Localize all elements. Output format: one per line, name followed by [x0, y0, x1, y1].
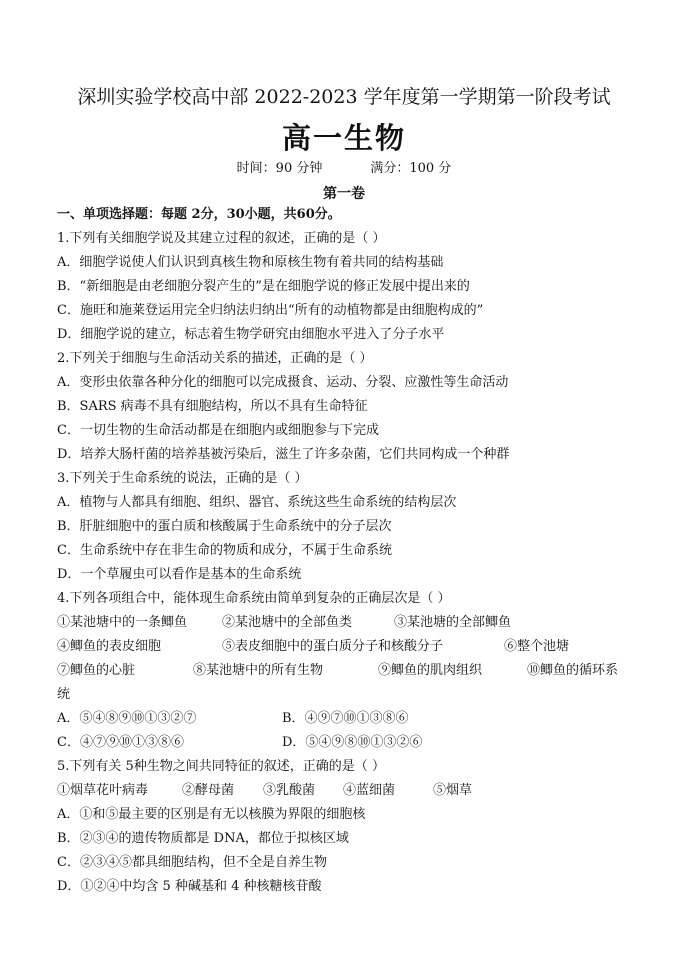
q1-option-c: C．施旺和施莱登运用完全归纳法归纳出“所有的动植物都是由细胞构成的” [57, 303, 484, 318]
time-limit: 时间：90 分钟 [236, 161, 323, 176]
q5-item-4: ④蓝细菌 [343, 783, 396, 798]
q1-option-a: A．细胞学说使人们认识到真核生物和原核生物有着共同的结构基础 [57, 255, 444, 270]
q5-option-b: B．②③④的遗传物质都是 DNA，都位于拟核区域 [57, 831, 349, 846]
exam-meta [0, 157, 688, 176]
q4-item-7: ⑦鲫鱼的心脏 [57, 663, 136, 678]
q5-stem: 5.下列有关 5种生物之间共同特征的叙述，正确的是（ ） [57, 759, 385, 774]
q4-item-9: ⑨鲫鱼的肌肉组织 [378, 663, 483, 678]
q3-option-d: D．一个草履虫可以看作是基本的生命系统 [57, 567, 302, 582]
q4-item-5: ⑤表皮细胞中的蛋白质分子和核酸分子 [222, 639, 444, 654]
section-heading: 一、单项选择题：每题 2分，30小题，共60分。 [57, 207, 341, 222]
q4-item-4: ④鲫鱼的表皮细胞 [57, 639, 162, 654]
q4-option-c: C．④⑦⑨⑩①③⑧⑥ [57, 735, 184, 750]
q2-option-c: C．一切生物的生命活动都是在细胞内或细胞参与下完成 [57, 423, 379, 438]
q5-item-2: ②酵母菌 [182, 783, 235, 798]
q3-stem: 3.下列关于生命系统的说法，正确的是（ ） [57, 471, 308, 486]
q3-option-a: A．植物与人都具有细胞、组织、器官、系统这些生命系统的结构层次 [57, 495, 457, 510]
exam-title: 深圳实验学校高中部 2022-2023 学年度第一学期第一阶段考试 [77, 86, 611, 108]
q5-item-5: ⑤烟草 [433, 783, 473, 798]
q2-stem: 2.下列关于细胞与生命活动关系的描述，正确的是（ ） [57, 351, 373, 366]
q2-option-a: A．变形虫依靠各种分化的细胞可以完成摄食、运动、分裂、应激性等生命活动 [57, 375, 509, 390]
q5-item-1: ①烟草花叶病毒 [57, 783, 149, 798]
q3-option-c: C．生命系统中存在非生命的物质和成分，不属于生命系统 [57, 543, 392, 558]
q4-item-6: ⑥整个池塘 [504, 639, 570, 654]
q4-item-8: ⑧某池塘中的所有生物 [193, 663, 324, 678]
q5-option-c: C．②③④⑤都具细胞结构，但不全是自养生物 [57, 855, 327, 870]
q4-item-10-cont: 统 [57, 687, 71, 702]
q4-item-10: ⑩鲫鱼的循环系 [527, 663, 619, 678]
q4-option-d: D．⑤④⑨⑧⑩①③②⑥ [282, 735, 423, 750]
q5-option-d: D．①②④中均含 5 种碱基和 4 种核糖核苷酸 [57, 879, 322, 894]
q2-option-d: D．培养大肠杆菌的培养基被污染后，滋生了许多杂菌，它们共同构成一个种群 [57, 447, 510, 462]
q4-item-1: ①某池塘中的一条鲫鱼 [57, 615, 188, 630]
q5-option-a: A．①和⑤最主要的区别是有无以核膜为界限的细胞核 [57, 807, 366, 822]
full-score: 满分：100 分 [370, 161, 452, 176]
q4-stem: 4.下列各项组合中，能体现生命系统由简单到复杂的正确层次是（ ） [57, 591, 451, 606]
q4-item-2: ②某池塘中的全部鱼类 [222, 615, 353, 630]
q1-stem: 1.下列有关细胞学说及其建立过程的叙述，正确的是（ ） [57, 231, 386, 246]
q2-option-b: B．SARS 病毒不具有细胞结构，所以不具有生命特征 [57, 399, 368, 414]
q5-item-3: ③乳酸菌 [263, 783, 316, 798]
part-heading: 第一卷 [323, 186, 365, 202]
q4-item-3: ③某池塘的全部鲫鱼 [394, 615, 512, 630]
subject-title: 高一生物 [281, 121, 406, 155]
q4-option-a: A．⑤④⑧⑨⑩①③②⑦ [57, 711, 197, 726]
q4-option-b: B．④⑨⑦⑩①③⑧⑥ [282, 711, 409, 726]
q1-option-b: B．“新细胞是由老细胞分裂产生的”是在细胞学说的修正发展中提出来的 [57, 279, 470, 294]
q1-option-d: D．细胞学说的建立，标志着生物学研究由细胞水平进入了分子水平 [57, 327, 445, 342]
q3-option-b: B．肝脏细胞中的蛋白质和核酸属于生命系统中的分子层次 [57, 519, 392, 534]
